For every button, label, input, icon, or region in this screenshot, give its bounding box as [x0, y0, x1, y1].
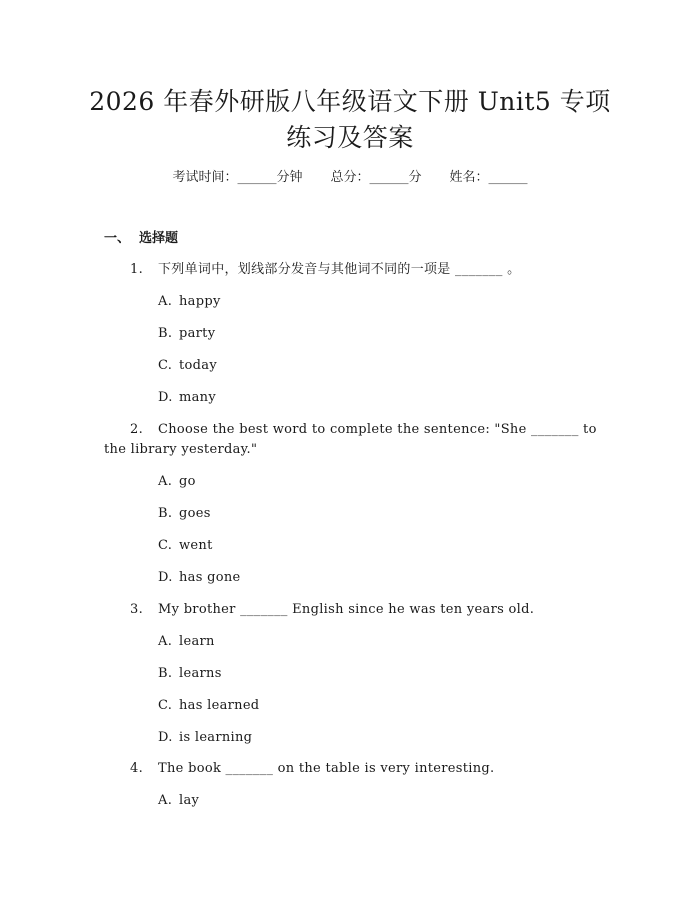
- option-1d: [158, 388, 216, 408]
- option-3b: [158, 664, 222, 684]
- question-1: [130, 260, 520, 280]
- option-2c: [158, 536, 213, 556]
- option-letter: B.: [158, 326, 173, 341]
- question-number: 3.: [130, 602, 144, 617]
- page-title-line-2: 练习及答案: [286, 123, 414, 152]
- question-text: 下列单词中，划线部分发音与其他词不同的一项是 _______ 。: [158, 262, 521, 277]
- option-2b: [158, 504, 211, 524]
- option-letter: C.: [158, 698, 173, 713]
- question-number: 2.: [130, 422, 144, 437]
- option-1a: [158, 292, 221, 312]
- option-1c: [158, 356, 217, 376]
- option-text: learn: [179, 634, 215, 649]
- question-4: [130, 759, 494, 779]
- option-letter: C.: [158, 358, 173, 373]
- question-text-line-1: Choose the best word to complete the sentence: "She _______ to: [158, 422, 597, 437]
- question-3: [130, 600, 534, 620]
- option-letter: B.: [158, 506, 173, 521]
- option-letter: A.: [158, 793, 173, 808]
- option-text: happy: [179, 294, 221, 309]
- option-1b: [158, 324, 215, 344]
- option-letter: D.: [158, 390, 173, 405]
- page-title-line-1: 2026 年春外研版八年级语文下册 Unit5 专项: [89, 87, 611, 116]
- section-heading: 一、 选择题: [104, 231, 179, 246]
- option-letter: D.: [158, 730, 173, 745]
- option-letter: A.: [158, 634, 173, 649]
- option-4a: [158, 791, 199, 811]
- question-text: The book _______ on the table is very interesting.: [158, 761, 495, 776]
- option-letter: A.: [158, 474, 173, 489]
- option-letter: A.: [158, 294, 173, 309]
- exam-info: [0, 168, 700, 188]
- question-number: 4.: [130, 761, 144, 776]
- option-text: go: [179, 474, 196, 489]
- option-2a: [158, 472, 196, 492]
- question-number: 1.: [130, 262, 144, 277]
- option-3a: [158, 632, 215, 652]
- option-2d: [158, 568, 241, 588]
- option-text: today: [179, 358, 217, 373]
- option-letter: B.: [158, 666, 173, 681]
- option-text: has learned: [179, 698, 260, 713]
- option-text: goes: [179, 506, 211, 521]
- option-text: is learning: [179, 730, 253, 745]
- option-text: has gone: [179, 570, 241, 585]
- option-text: learns: [179, 666, 222, 681]
- option-text: party: [179, 326, 216, 341]
- option-text: many: [179, 390, 216, 405]
- option-letter: C.: [158, 538, 173, 553]
- option-text: went: [179, 538, 213, 553]
- question-text: My brother _______ English since he was ten years old.: [158, 602, 535, 617]
- student-name-label: 姓名：______: [449, 170, 528, 185]
- option-3d: [158, 728, 252, 748]
- total-score-label: 总分：______分: [330, 170, 422, 185]
- question-2: [104, 420, 597, 460]
- question-text-line-2: the library yesterday.": [104, 442, 258, 457]
- option-3c: [158, 696, 259, 716]
- option-text: lay: [179, 793, 200, 808]
- exam-time-label: 考试时间：______分钟: [172, 170, 303, 185]
- option-letter: D.: [158, 570, 173, 585]
